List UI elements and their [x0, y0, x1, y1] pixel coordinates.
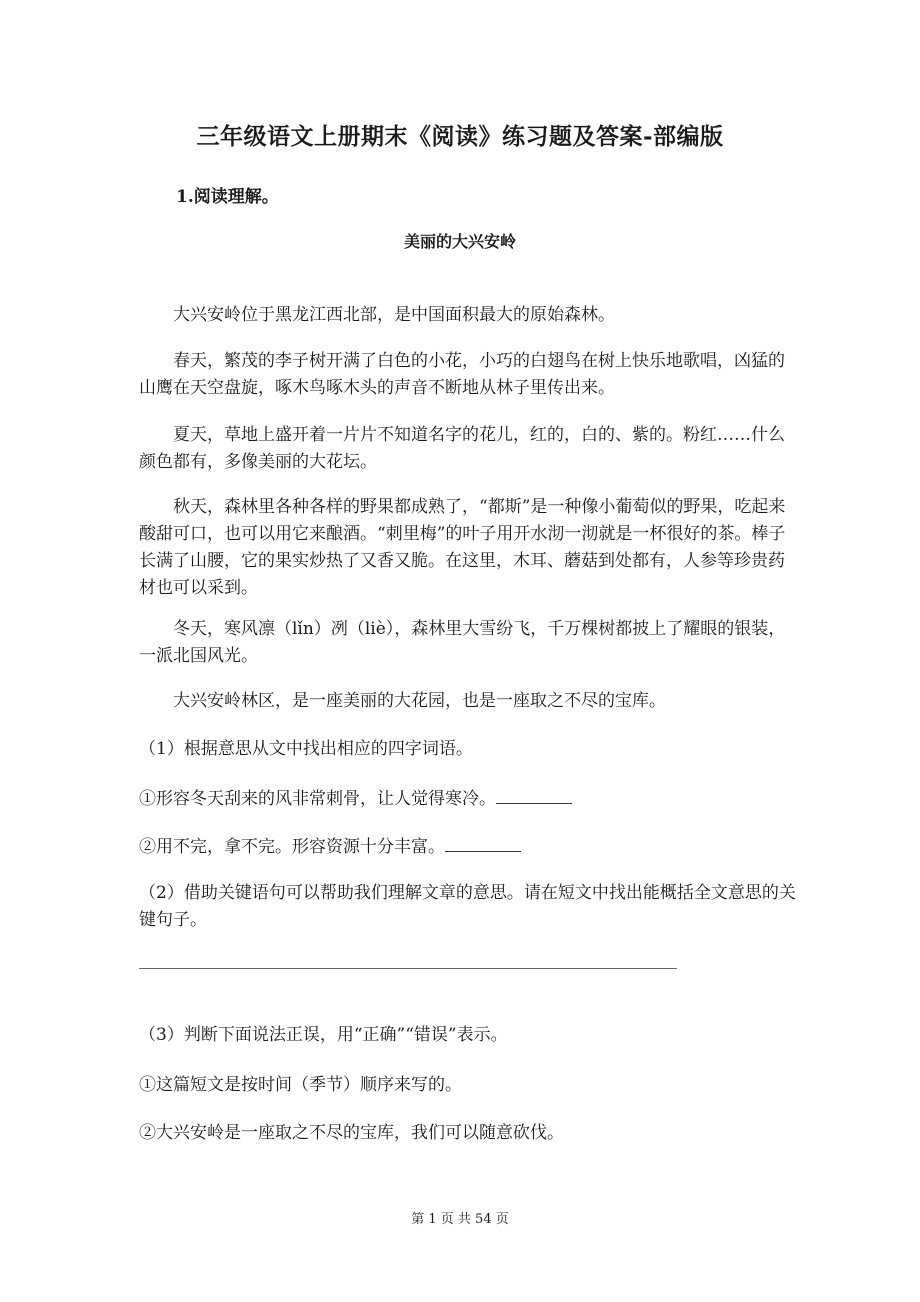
- passage-paragraph-1: 大兴安岭位于黑龙江西北部，是中国面积最大的原始森林。: [173, 305, 615, 325]
- passage-paragraph-3: 夏天，草地上盛开着一片片不知道名字的花儿，红的，白的、紫的。粉红……什么颜色都有，多像美丽的大花坛。: [139, 425, 785, 472]
- answer-blank-2[interactable]: [445, 835, 521, 852]
- answer-line-question-2[interactable]: [139, 968, 677, 969]
- answer-blank-1[interactable]: [496, 787, 572, 804]
- page-footer: 第 1 页 共 54 页: [411, 1212, 509, 1227]
- passage-paragraph-5: 冬天，寒风凛（lǐn）冽（liè），森林里大雪纷飞，千万棵树都披上了耀眼的银装，一派北国风光。: [139, 619, 786, 666]
- section-label: 1.阅读理解。: [176, 187, 279, 207]
- question-1-item-1: [139, 786, 572, 813]
- question-2-prompt: （2）借助关键语句可以帮助我们理解文章的意思。请在短文中找出能概括全文意思的关键句子。: [139, 883, 796, 930]
- question-3-item-2: ②大兴安岭是一座取之不尽的宝库，我们可以随意砍伐。: [139, 1123, 564, 1143]
- passage-paragraph-2: 春天，繁茂的李子树开满了白色的小花，小巧的白翅鸟在树上快乐地歌唱，凶猛的山鹰在天空盘旋，啄木鸟啄木头的声音不断地从林子里传出来。: [139, 351, 785, 398]
- question-3-item-1: ①这篇短文是按时间（季节）顺序来写的。: [139, 1075, 462, 1095]
- question-1-prompt: （1）根据意思从文中找出相应的四字词语。: [139, 739, 473, 759]
- question-1-item-1-text: ①形容冬天刮来的风非常刺骨，让人觉得寒冷。: [139, 789, 496, 809]
- question-1-item-2: [139, 834, 521, 861]
- question-3-prompt: （3）判断下面说法正误，用“正确”“错误”表示。: [139, 1025, 508, 1045]
- passage-paragraph-6: 大兴安岭林区，是一座美丽的大花园，也是一座取之不尽的宝库。: [173, 691, 666, 711]
- passage-paragraph-4: 秋天，森林里各种各样的野果都成熟了，“都斯”是一种像小葡萄似的野果，吃起来酸甜可口，也可以用它来酿酒。“刺里梅”的叶子用开水沏一沏就是一杯很好的茶。棒子长满了山腰，它的果实炒热了又香又脆。在这里，木耳、蘑菇到处都有，人参等珍贵药材也可以采到。: [139, 497, 786, 598]
- passage-title: 美丽的大兴安岭: [403, 232, 516, 251]
- document-title: 三年级语文上册期末《阅读》练习题及答案-部编版: [196, 123, 724, 150]
- question-1-item-2-text: ②用不完，拿不完。形容资源十分丰富。: [139, 837, 445, 857]
